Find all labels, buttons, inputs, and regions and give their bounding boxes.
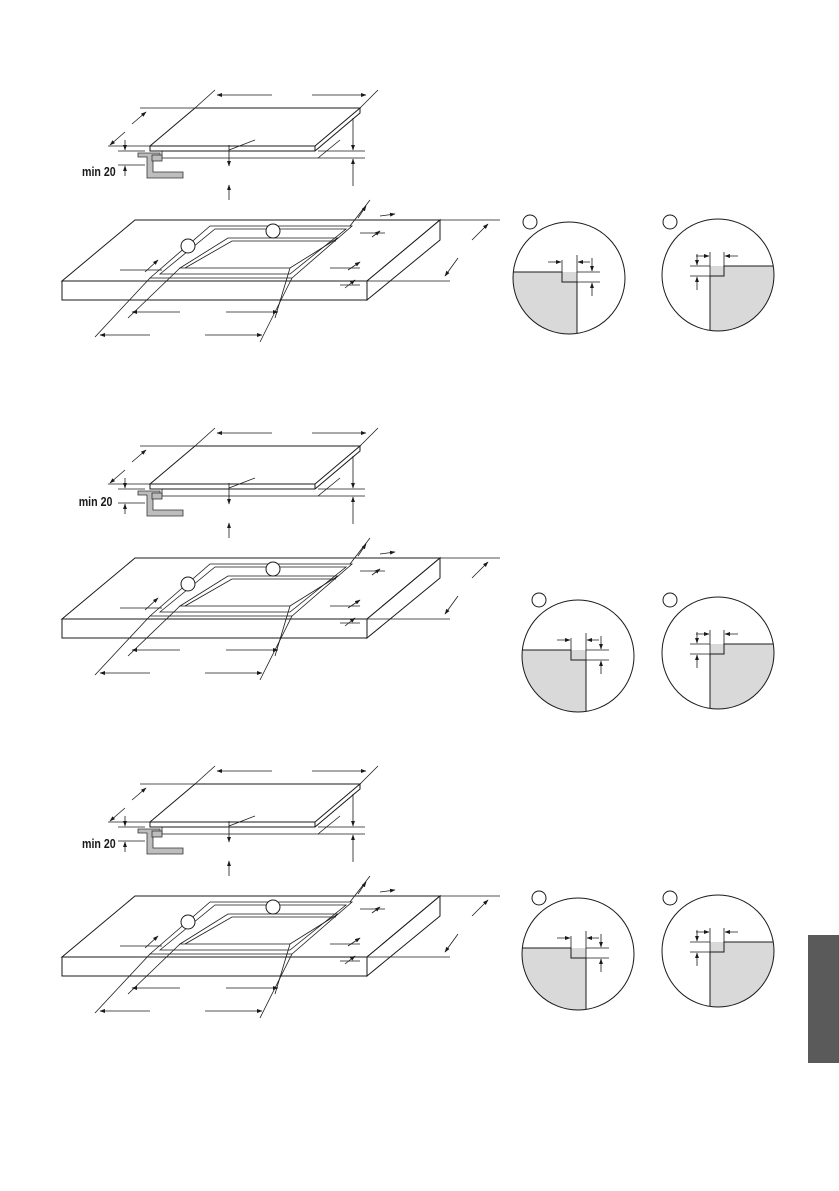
edge-detail-circle-right (662, 593, 780, 719)
min-clearance-label: min 20 (82, 163, 116, 180)
installation-section-1 (62, 90, 780, 342)
language-side-tab (808, 935, 839, 1063)
edge-detail-circle-right (662, 891, 780, 1017)
edge-detail-circle-right (662, 215, 780, 341)
worktop-cutout-drawing (62, 200, 500, 342)
hob-dimension-drawing (108, 766, 378, 876)
min-clearance-label: min 20 (82, 835, 116, 852)
hob-dimension-drawing (108, 428, 378, 538)
min-clearance-label: min 20 (78, 493, 113, 510)
installation-section-3 (62, 766, 780, 1018)
edge-detail-circle-left (519, 593, 634, 720)
edge-detail-circle-left (510, 215, 625, 342)
hob-dimension-drawing (108, 90, 378, 200)
installation-section-2 (62, 428, 780, 720)
worktop-cutout-drawing (62, 538, 500, 680)
edge-detail-circle-left (519, 891, 634, 1018)
worktop-cutout-drawing (62, 876, 500, 1018)
